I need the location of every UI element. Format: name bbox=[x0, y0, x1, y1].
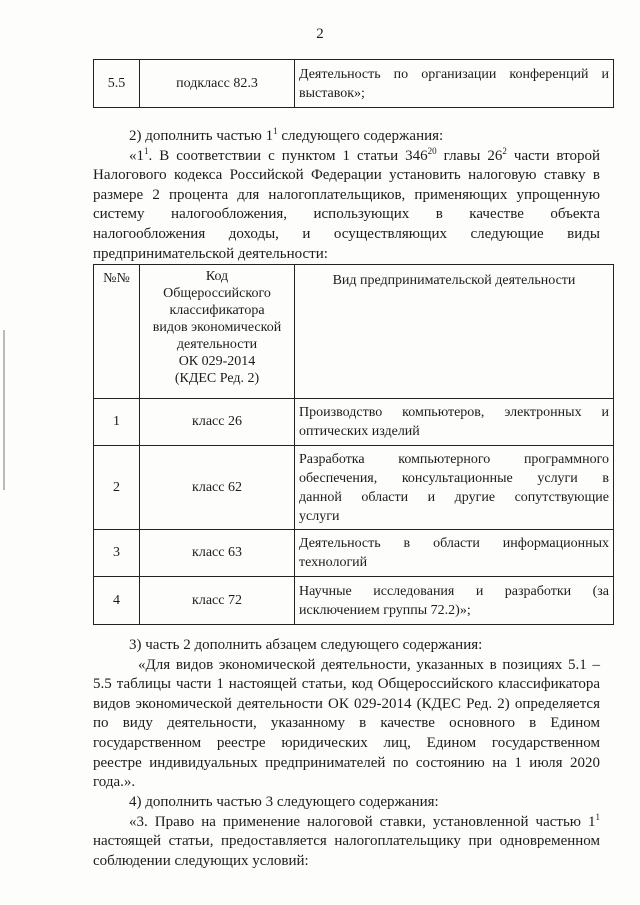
paragraph-2 bbox=[93, 127, 600, 264]
row-number: 3 bbox=[94, 530, 140, 577]
row-activity: Деятельность по организации конференций и выставок»; bbox=[295, 60, 614, 108]
table-row bbox=[94, 60, 614, 108]
header-code: Код Общероссийского классификатора видов экономической деятельности ОК 029-2014 (КДЕС Ред. 2) bbox=[140, 265, 295, 399]
row-activity: Разработка компьютерного программного обеспечения, консультационные услуги в данной области и другие сопутствующие услуги bbox=[295, 446, 614, 530]
paragraph-line: предпринимательской деятельности: bbox=[93, 245, 328, 262]
header-activity: Вид предпринимательской деятельности bbox=[295, 265, 614, 399]
paragraph-line: реестре индивидуальных предпринимателей по состоянию на 1 июля 2020 bbox=[93, 754, 600, 771]
row-code: класс 62 bbox=[140, 446, 295, 530]
paragraph-line: систему налогообложения, использующих в качестве объекта bbox=[93, 206, 600, 223]
row-code: подкласс 82.3 bbox=[140, 60, 295, 108]
row-code: класс 26 bbox=[140, 399, 295, 446]
row-activity: Научные исследования и разработки (за исключением группы 72.2)»; bbox=[295, 577, 614, 625]
paragraph-line: видов экономической деятельности ОК 029-2014 (КДЕС Ред. 2) определяется bbox=[93, 695, 600, 712]
paragraph-line: 3) часть 2 дополнить абзацем следующего содержания: bbox=[129, 637, 483, 653]
paragraph-line: Налогового кодекса Российской Федерации установить налоговую ставку в bbox=[93, 167, 600, 184]
paragraph-line: по виду деятельности, указанному в качестве основного в Едином bbox=[93, 715, 600, 732]
paragraph-line: «$1^1$. В соответствии с пунктом 1 статьи $346^{20}$ главы $26^2$ части второй bbox=[129, 145, 600, 164]
paragraph-line: «Для видов экономической деятельности, указанных в позициях 5.1 – bbox=[138, 656, 600, 673]
row-number: 5.5 bbox=[94, 60, 140, 108]
paragraph-line: размере 2 процента для налогоплательщиков, применяющих упрощенную bbox=[93, 186, 600, 203]
table-header-row bbox=[94, 265, 614, 399]
page-number: 2 bbox=[316, 26, 324, 42]
paragraph-line: «3. Право на применение налоговой ставки, установленной частью $1^1$ bbox=[129, 811, 600, 830]
row-number: 4 bbox=[94, 577, 140, 625]
row-number: 1 bbox=[94, 399, 140, 446]
row-number: 2 bbox=[94, 446, 140, 530]
paragraph-line: 2) дополнить частью $1^1$ следующего содержания: bbox=[129, 126, 444, 144]
paragraph-3 bbox=[93, 636, 600, 793]
paragraph-4 bbox=[93, 793, 600, 871]
paragraph-line: года.». bbox=[93, 774, 136, 791]
table-row bbox=[94, 577, 614, 625]
activity-table bbox=[93, 264, 614, 625]
table-row bbox=[94, 399, 614, 446]
paragraph-line: 4) дополнить частью 3 следующего содержания: bbox=[129, 794, 439, 810]
row-activity: Производство компьютеров, электронных и оптических изделий bbox=[295, 399, 614, 446]
paragraph-line: налогообложения доходы, и осуществляющих следующие виды bbox=[93, 225, 600, 242]
paragraph-line: 5.5 таблицы части 1 настоящей статьи, код Общероссийского классификатора bbox=[93, 676, 600, 693]
continued-table bbox=[93, 59, 614, 108]
header-number: №№ bbox=[94, 265, 140, 399]
table-row bbox=[94, 446, 614, 530]
paragraph-line: соблюдении следующих условий: bbox=[93, 852, 309, 869]
table-row bbox=[94, 530, 614, 577]
paragraph-line: государственном реестре юридических лиц, Едином государственном bbox=[93, 734, 600, 751]
row-code: класс 63 bbox=[140, 530, 295, 577]
scan-margin-mark bbox=[3, 330, 5, 490]
paragraph-line: настоящей статьи, предоставляется налогоплательщику при одновременном bbox=[93, 833, 600, 850]
row-activity: Деятельность в области информационных технологий bbox=[295, 530, 614, 577]
row-code: класс 72 bbox=[140, 577, 295, 625]
